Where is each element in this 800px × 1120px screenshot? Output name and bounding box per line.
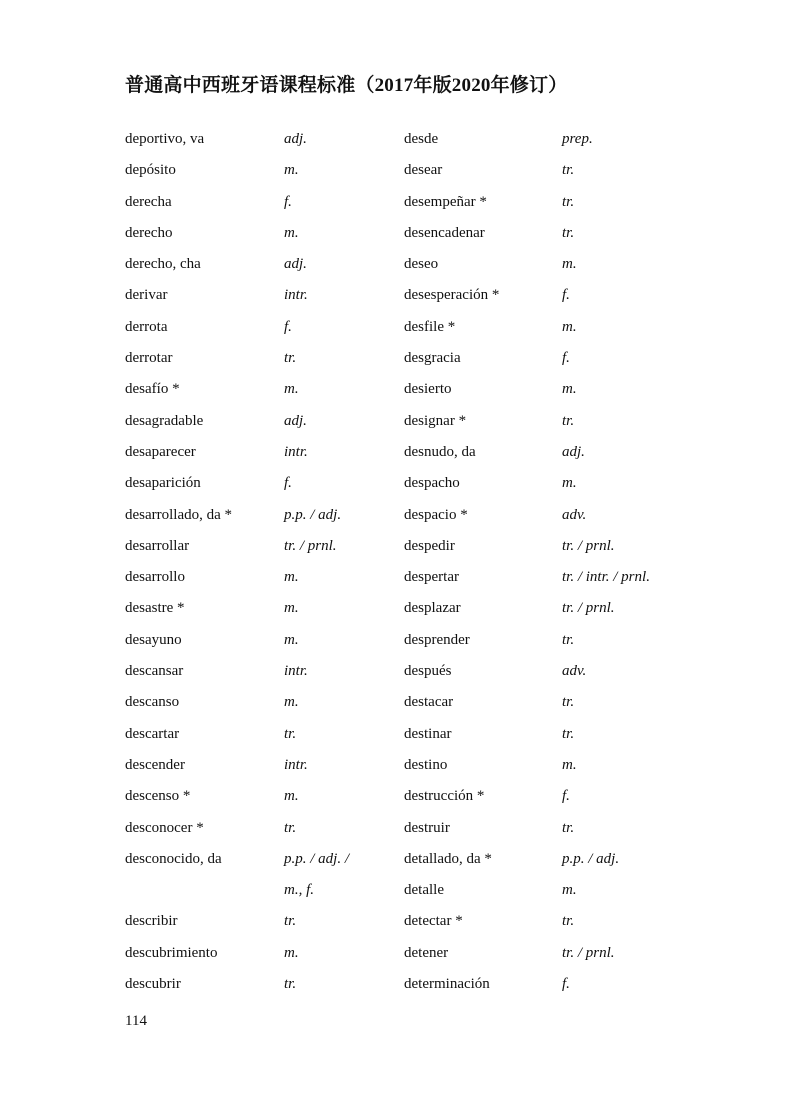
- entry-word: derecha: [125, 193, 172, 210]
- entry-pos: adj.: [284, 256, 307, 273]
- entry-pos: f.: [562, 788, 570, 805]
- entry-word: desconocer *: [125, 819, 204, 836]
- entry-pos: p.p. / adj.: [284, 506, 342, 523]
- entry-pos: intr.: [284, 756, 308, 773]
- entry-pos: tr.: [562, 412, 575, 429]
- entry-pos: tr.: [284, 976, 297, 993]
- entry-word: desde: [404, 131, 439, 147]
- entry-pos: tr.: [562, 694, 575, 711]
- glossary-row: [0, 374, 800, 405]
- glossary-row: [0, 280, 800, 311]
- entry-word: desempeñar *: [404, 193, 487, 210]
- entry-word: despertar: [404, 569, 459, 586]
- entry-pos: p.p. / adj.: [562, 850, 620, 867]
- glossary-table: [0, 124, 800, 1000]
- entry-pos: intr.: [284, 443, 308, 460]
- entry-pos: m.: [284, 162, 299, 179]
- entry-word: desgracia: [404, 350, 461, 367]
- entry-word: desear: [404, 162, 443, 179]
- entry-word: desarrollo: [125, 569, 185, 586]
- entry-pos: adj.: [284, 131, 307, 147]
- entry-word: descartar: [125, 725, 180, 742]
- glossary-row: [0, 343, 800, 374]
- glossary-row: [0, 312, 800, 343]
- entry-word: desesperación *: [404, 287, 500, 304]
- page-number: 114: [125, 1013, 147, 1029]
- glossary-row: [0, 562, 800, 593]
- entry-word: deportivo, va: [125, 131, 205, 147]
- entry-word: desconocido, da: [125, 850, 222, 867]
- entry-word: destruir: [404, 819, 450, 836]
- entry-word: destinar: [404, 725, 452, 742]
- entry-word: desafío *: [125, 381, 180, 398]
- entry-word: destacar: [404, 694, 454, 711]
- entry-pos: f.: [562, 976, 570, 993]
- entry-word: derecho: [125, 224, 173, 241]
- entry-pos: tr.: [562, 819, 575, 836]
- page-header-title: 普通高中西班牙语课程标准（2017年版2020年修订）: [125, 75, 568, 96]
- entry-pos: m.: [284, 224, 299, 241]
- entry-word: derrotar: [125, 350, 173, 367]
- entry-pos: f.: [284, 193, 292, 210]
- glossary-row: [0, 218, 800, 249]
- entry-word: derecho, cha: [125, 256, 201, 273]
- glossary-row: [0, 468, 800, 499]
- glossary-row: [0, 750, 800, 781]
- glossary-row: [0, 656, 800, 687]
- entry-word: determinación: [404, 976, 490, 993]
- glossary-row: [0, 781, 800, 812]
- entry-pos: f.: [284, 475, 292, 492]
- entry-pos: adj.: [562, 443, 585, 460]
- entry-word: detener: [404, 944, 449, 961]
- entry-word: desplazar: [404, 600, 461, 617]
- entry-pos: intr.: [284, 663, 308, 680]
- glossary-row: [0, 437, 800, 468]
- entry-pos: f.: [562, 350, 570, 367]
- glossary-row: [0, 155, 800, 186]
- entry-word: descender: [125, 756, 185, 773]
- entry-pos: p.p. / adj. /: [284, 850, 350, 867]
- entry-pos: tr.: [562, 725, 575, 742]
- entry-word: desarrollado, da *: [125, 506, 233, 523]
- glossary-row: [0, 875, 800, 906]
- entry-word: desastre *: [125, 600, 185, 617]
- entry-word: descanso: [125, 694, 180, 711]
- entry-pos: tr.: [284, 350, 297, 367]
- entry-pos: tr.: [562, 224, 575, 241]
- entry-word: detalle: [404, 882, 444, 899]
- glossary-row: [0, 906, 800, 937]
- glossary-row: [0, 593, 800, 624]
- glossary-row: [0, 531, 800, 562]
- entry-pos: adv.: [562, 663, 587, 680]
- entry-word: descubrimiento: [125, 944, 218, 961]
- entry-pos: m.: [284, 381, 299, 398]
- entry-word: despedir: [404, 537, 455, 554]
- entry-pos: intr.: [284, 287, 308, 304]
- entry-word: descubrir: [125, 976, 181, 993]
- entry-pos: tr. / intr. / prnl.: [562, 569, 650, 586]
- glossary-row: [0, 844, 800, 875]
- glossary-row: [0, 813, 800, 844]
- glossary-row: [0, 719, 800, 750]
- entry-word: depósito: [125, 162, 176, 179]
- entry-pos: adv.: [562, 506, 587, 523]
- entry-pos: m.: [284, 631, 299, 648]
- entry-pos: tr.: [284, 913, 297, 930]
- glossary-row: [0, 124, 800, 155]
- glossary-row: [0, 625, 800, 656]
- entry-word: despacho: [404, 475, 460, 492]
- glossary-row: [0, 938, 800, 969]
- glossary-row: [0, 687, 800, 718]
- entry-pos: tr.: [284, 725, 297, 742]
- entry-word: deseo: [404, 256, 439, 273]
- entry-pos: tr.: [562, 913, 575, 930]
- entry-pos: f.: [562, 287, 570, 304]
- entry-word: detallado, da *: [404, 850, 492, 867]
- entry-word: desagradable: [125, 412, 204, 429]
- entry-word: desfile *: [404, 318, 456, 335]
- entry-pos: m.: [284, 944, 299, 961]
- entry-word: desierto: [404, 381, 452, 398]
- entry-word: derivar: [125, 287, 168, 304]
- entry-word: desnudo, da: [404, 443, 476, 460]
- entry-pos: m.: [562, 318, 577, 335]
- entry-word: destrucción *: [404, 788, 485, 805]
- entry-word: destino: [404, 756, 448, 773]
- entry-pos: m.: [562, 475, 577, 492]
- entry-word: desprender: [404, 631, 470, 648]
- glossary-row: [0, 187, 800, 218]
- entry-pos: tr. / prnl.: [562, 537, 615, 554]
- entry-pos: m., f.: [284, 882, 314, 899]
- entry-word: después: [404, 663, 452, 680]
- entry-pos: tr. / prnl.: [284, 537, 337, 554]
- entry-word: despacio *: [404, 506, 468, 523]
- glossary-row: [0, 406, 800, 437]
- entry-pos: tr.: [562, 162, 575, 179]
- entry-pos: m.: [562, 381, 577, 398]
- entry-word: descenso *: [125, 788, 191, 805]
- entry-pos: tr.: [284, 819, 297, 836]
- entry-pos: tr.: [562, 193, 575, 210]
- entry-pos: m.: [562, 882, 577, 899]
- glossary-row: [0, 500, 800, 531]
- entry-pos: m.: [284, 694, 299, 711]
- entry-word: desencadenar: [404, 224, 485, 241]
- entry-pos: tr. / prnl.: [562, 944, 615, 961]
- entry-word: desaparecer: [125, 443, 196, 460]
- glossary-row: [0, 249, 800, 280]
- entry-pos: f.: [284, 318, 292, 335]
- entry-pos: tr. / prnl.: [562, 600, 615, 617]
- entry-word: describir: [125, 913, 178, 930]
- entry-word: detectar *: [404, 913, 463, 930]
- entry-pos: prep.: [562, 131, 593, 147]
- glossary-row: [0, 969, 800, 1000]
- entry-word: desaparición: [125, 475, 201, 492]
- entry-word: descansar: [125, 663, 184, 680]
- entry-pos: m.: [284, 569, 299, 586]
- entry-pos: m.: [562, 256, 577, 273]
- entry-word: derrota: [125, 318, 168, 335]
- entry-word: desarrollar: [125, 537, 190, 554]
- entry-pos: m.: [284, 600, 299, 617]
- entry-pos: tr.: [562, 631, 575, 648]
- entry-word: desayuno: [125, 631, 182, 648]
- entry-pos: m.: [284, 788, 299, 805]
- entry-word: designar *: [404, 412, 467, 429]
- entry-pos: adj.: [284, 412, 307, 429]
- entry-pos: m.: [562, 756, 577, 773]
